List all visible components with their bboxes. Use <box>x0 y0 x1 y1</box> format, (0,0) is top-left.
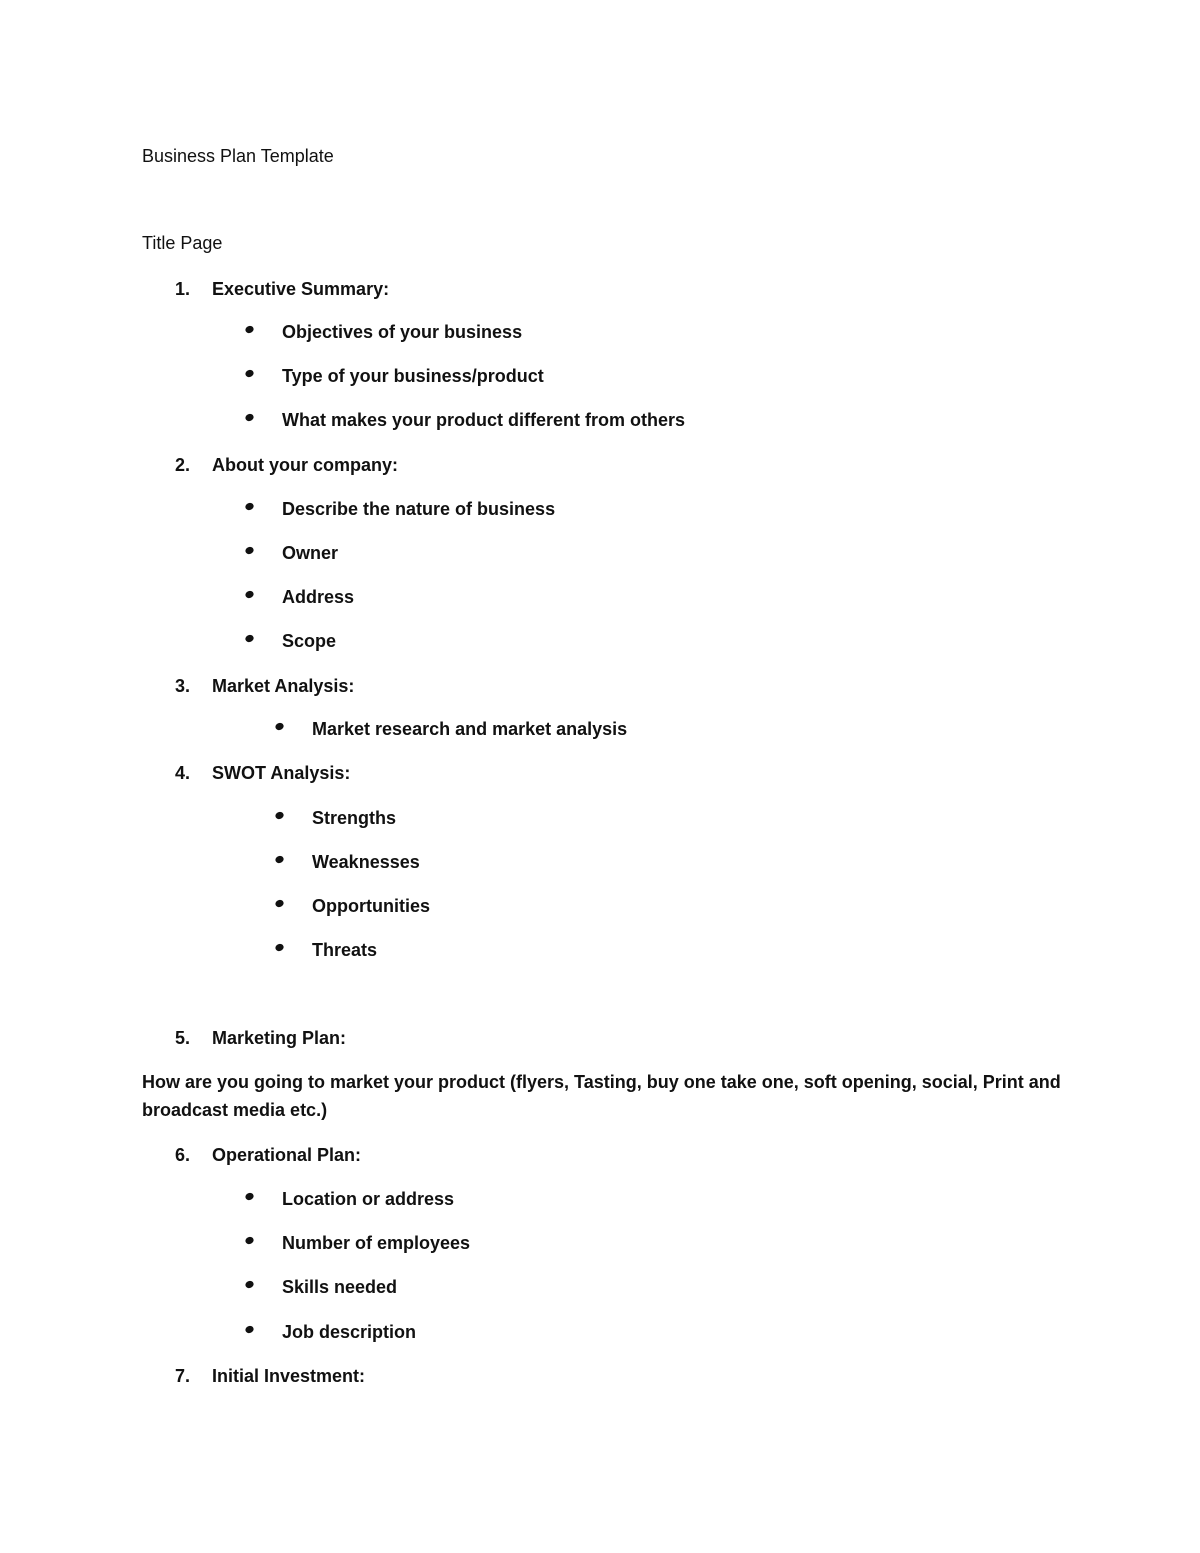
document-title: Business Plan Template <box>142 146 334 166</box>
section-number: 5. <box>175 1028 191 1048</box>
list-item: Job description <box>282 1322 417 1342</box>
section-number: 1. <box>175 279 191 299</box>
section-number: 3. <box>175 676 191 696</box>
section-heading: About your company: <box>212 455 399 475</box>
section-number: 2. <box>175 455 191 475</box>
bullet-dot-icon <box>274 722 284 731</box>
list-item: What makes your product different from others <box>282 410 686 430</box>
bullet-dot-icon <box>244 546 254 555</box>
list-item: Scope <box>282 631 337 651</box>
bullet-dot-icon <box>244 1325 254 1334</box>
bullet-dot-icon <box>274 811 284 820</box>
section-heading: Initial Investment: <box>212 1366 366 1386</box>
list-item: Threats <box>312 940 378 960</box>
bullet-dot-icon <box>244 1236 254 1245</box>
list-item: Weaknesses <box>312 852 420 872</box>
section-heading: Executive Summary: <box>212 279 390 299</box>
list-item: Strengths <box>312 808 397 828</box>
list-item: Type of your business/product <box>282 366 544 386</box>
list-item: Skills needed <box>282 1277 398 1297</box>
section-number: 6. <box>175 1145 191 1165</box>
bullet-dot-icon <box>244 413 254 422</box>
marketing-plan-paragraph: How are you going to market your product (flyers, Tasting, buy one take one, soft opening, social, Print and broadcast media etc.) <box>142 1072 1061 1120</box>
bullet-dot-icon <box>244 1280 254 1289</box>
section-heading: Operational Plan: <box>212 1145 362 1165</box>
section-heading: Market Analysis: <box>212 676 355 696</box>
section-number: 4. <box>175 763 191 783</box>
section-heading: Marketing Plan: <box>212 1028 347 1048</box>
list-item: Market research and market analysis <box>312 719 628 739</box>
list-item: Location or address <box>282 1189 455 1209</box>
list-item: Objectives of your business <box>282 322 523 342</box>
bullet-dot-icon <box>244 502 254 511</box>
bullet-dot-icon <box>244 590 254 599</box>
bullet-dot-icon <box>274 855 284 864</box>
bullet-dot-icon <box>274 899 284 908</box>
bullet-dot-icon <box>244 634 254 643</box>
title-page-label: Title Page <box>142 233 223 253</box>
bullet-dot-icon <box>274 943 284 952</box>
list-item: Owner <box>282 543 339 563</box>
list-item: Describe the nature of business <box>282 499 556 519</box>
list-item: Number of employees <box>282 1233 471 1253</box>
list-item: Opportunities <box>312 896 430 916</box>
bullet-dot-icon <box>244 1192 254 1201</box>
list-item: Address <box>282 587 355 607</box>
bullet-dot-icon <box>244 369 254 378</box>
section-number: 7. <box>175 1366 191 1386</box>
section-heading: SWOT Analysis: <box>212 763 351 783</box>
bullet-dot-icon <box>244 325 254 334</box>
